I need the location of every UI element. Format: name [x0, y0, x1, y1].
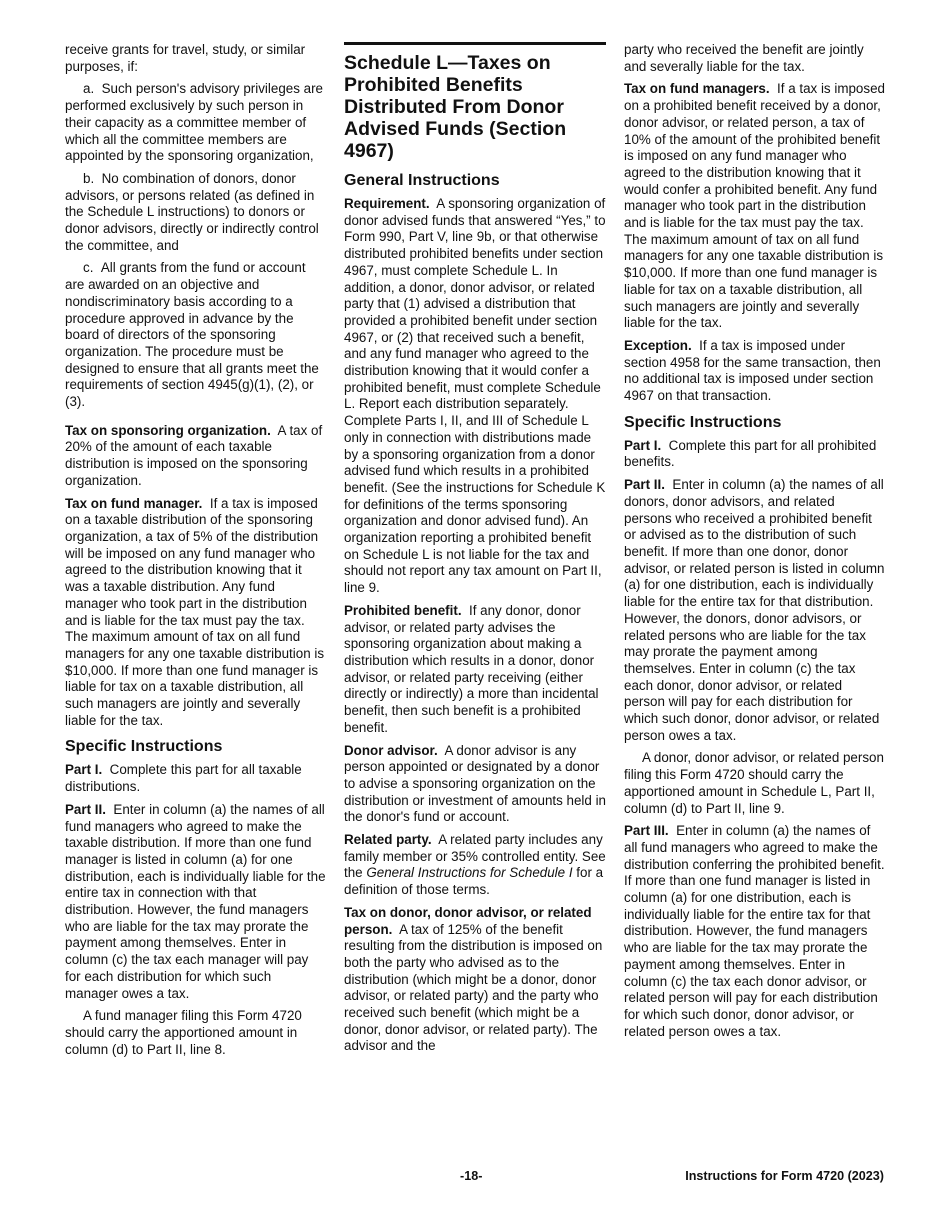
schedule-title: Schedule L—Taxes on Prohibited Benefits Distributed From Donor Advised Funds (Section 4967)	[344, 42, 606, 162]
paragraph	[65, 423, 327, 490]
run-in-heading: Tax on donor, donor advisor, or related person.	[344, 904, 592, 937]
paragraph: A donor, donor advisor, or related person filing this Form 4720 should carry the apportioned amount in Schedule L, Part II, column (d) to Part II, line 9.	[624, 750, 884, 816]
run-in-heading: Part I.	[65, 762, 103, 778]
paragraph: A fund manager filing this Form 4720 should carry the apportioned amount in column (d) to Part II, line 8.	[65, 1008, 302, 1057]
paragraph-text: A related party includes any family member or 35% controlled entity. See the	[344, 832, 606, 881]
paragraph: receive grants for travel, study, or similar purposes, if:	[65, 42, 306, 74]
paragraph: party who received the benefit are jointly and severally liable for the tax.	[624, 42, 864, 74]
paragraph	[624, 438, 886, 471]
column-1	[65, 42, 327, 1064]
run-in-heading: Requirement.	[344, 196, 430, 211]
run-in-heading: Tax on sponsoring organization.	[65, 422, 271, 438]
run-in-heading: Tax on fund managers.	[624, 81, 770, 97]
section-heading: General Instructions	[344, 172, 500, 189]
paragraph	[65, 762, 327, 795]
paragraph-text: A sponsoring organization of donor advised funds that answered “Yes,” to Form 990, Part V, line 9b, or that otherwise distributed prohibited benefits under section 4967, must complete Schedule L. In addition, a donor, donor advisor, or related party that (1) advised a distribution that provided a prohibited benefit under section 4967, or (2) that received such a benefit, and any fund manager who agreed to the distribution knowing that it would confer a prohibited benefit, must complete Schedule L. Report each distribution separately. Complete Parts I, II, and III of Schedule L only in connection with distributions made by a sponsoring organization from a donor advised fund which results in a prohibited benefit. (See the instructions for Schedule K for definitions of the terms sponsoring organization and donor advised fund). An organization reporting a prohibited benefit on Schedule L is not liable for the tax and should not report any tax amount on Part II, line 9.	[344, 196, 606, 596]
run-in-heading: Exception.	[624, 337, 692, 353]
italic-reference: General Instructions for Schedule I	[366, 865, 573, 881]
paragraph	[65, 802, 327, 1002]
run-in-heading: Part II.	[624, 477, 665, 493]
paragraph-text: Enter in column (a) the names of all fund managers who agreed to make the taxable distribution. If more than one fund manager is listed in column (a) for one distribution, each is individually liable for the entire tax in connection with that distribution. However, the fund managers who are liable for the tax may prorate the payment among themselves. Enter in column (c) the tax each manager will pay for each distribution for which such manager owes a tax.	[65, 801, 326, 1001]
paragraph	[344, 832, 606, 899]
paragraph-text: A tax of 20% of the amount of each taxable distribution is imposed on the sponsoring organization.	[65, 422, 323, 488]
paragraph-text: Enter in column (a) the names of all donors, donor advisors, and related persons who received a prohibited benefit or advised as to the distribution of such benefit. If more than one donor, donor advisor, or related person is listed in column (a) for one distribution, each is individually liable for the entire tax for that distribution. However, the donors, donor advisors, or related persons who are liable for the tax may prorate the payment among themselves. Enter in column (c) the tax each donor, donor advisor, or related person will pay for each distribution for which such donor, donor advisor, or related person owes a tax.	[624, 477, 885, 743]
section-heading: Specific Instructions	[624, 413, 782, 431]
paragraph	[344, 196, 606, 597]
paragraph-text: If any donor, donor advisor, or related party advises the sponsoring organization about making a distribution which results in a donor, donor advisor, or related party receiving (either directly or indirectly) a more than incidental benefit, then such benefit is a prohibited benefit.	[344, 602, 599, 735]
run-in-heading: Donor advisor.	[344, 742, 438, 758]
list-item: a. Such person's advisory privileges are performed exclusively by such person in their capacity as a committee member of which all the committee members are appointed by the sponsoring organization,	[65, 81, 323, 164]
paragraph	[624, 81, 886, 332]
paragraph	[624, 823, 886, 1040]
paragraph-text: Enter in column (a) the names of all fund managers who agreed to make the distribution conferring the prohibited benefit. If more than one fund manager is listed in column (a) for one distribution, each is individually liable for the entire tax for that distribution. However, the fund managers who are liable for the tax may prorate the payment among themselves. Enter in column (c) the tax each donor advisor, or related person will pay for each distribution for which such donor, donor advisor, or related person owes a tax.	[624, 823, 885, 1039]
run-in-heading: Part I.	[624, 437, 662, 453]
page-number: -18-	[460, 1169, 483, 1183]
paragraph-text: for a definition of those terms.	[344, 865, 604, 898]
run-in-heading: Related party.	[344, 832, 432, 848]
column-3	[624, 42, 886, 1046]
footer-title: Instructions for Form 4720 (2023)	[685, 1169, 884, 1183]
paragraph	[344, 743, 606, 827]
run-in-heading: Prohibited benefit.	[344, 602, 462, 618]
paragraph	[624, 338, 886, 405]
paragraph	[65, 496, 327, 730]
section-heading: Specific Instructions	[65, 738, 223, 756]
list-item: c. All grants from the fund or account are awarded on an objective and nondiscriminatory basis according to a procedure approved in advance by the board of directors of the sponsoring organization. The procedure must be designed to ensure that all grants meet the requirements of section 4945(g)(1), (2), or (3).	[65, 260, 319, 410]
paragraph-text: If a tax is imposed under section 4958 for the same transaction, then no additional tax is imposed under section 4967 on that transaction.	[624, 337, 881, 404]
paragraph-text: A tax of 125% of the benefit resulting from the distribution is imposed on both the party who advised as to the distribution (which might be a donor, donor advisor, or related party) and the party who received such benefit (which might be a donor, donor advisor, or related party). The advisor and the	[344, 921, 603, 1054]
paragraph	[624, 477, 886, 744]
run-in-heading: Tax on fund manager.	[65, 495, 203, 511]
run-in-heading: Part II.	[65, 801, 106, 817]
paragraph-text: A donor advisor is any person appointed or designated by a donor to advise a sponsoring organization on the distribution or investment of amounts held in the donor's fund or account.	[344, 742, 607, 825]
paragraph	[344, 905, 606, 1055]
paragraph-text: Complete this part for all prohibited benefits.	[624, 437, 877, 470]
paragraph	[344, 603, 606, 737]
paragraph-text: If a tax is imposed on a prohibited benefit received by a donor, donor advisor, or related person, a tax of 10% of the amount of the prohibited benefit is imposed on any fund manager who agreed to the distribution knowing that it would confer a prohibited benefit. Any fund manager who took part in the distribution and is liable for the tax must pay the tax. The maximum amount of tax on all fund managers for any one taxable distribution is $10,000. If more than one fund manager is liable for tax on a taxable distribution, all such managers are jointly and severally liable for the tax.	[624, 81, 885, 331]
paragraph-text: Complete this part for all taxable distributions.	[65, 762, 302, 795]
column-2	[344, 42, 606, 1061]
run-in-heading: Part III.	[624, 823, 669, 839]
paragraph-text: If a tax is imposed on a taxable distribution of the sponsoring organization, a tax of 5% of the distribution will be imposed on any fund manager who agreed to the distribution knowing that it was a taxable distribution. Any fund manager who took part in the distribution and is liable for the tax must pay the tax. The maximum amount of tax on all fund managers for any one taxable distribution is $10,000. If more than one fund manager is liable for tax on a taxable distribution, all such managers are jointly and severally liable for the tax.	[65, 495, 325, 728]
list-item: b. No combination of donors, donor advisors, or persons related (as defined in the Schedule L instructions) to donors or donor advisors, directly or indirectly control the committee, and	[65, 170, 319, 253]
